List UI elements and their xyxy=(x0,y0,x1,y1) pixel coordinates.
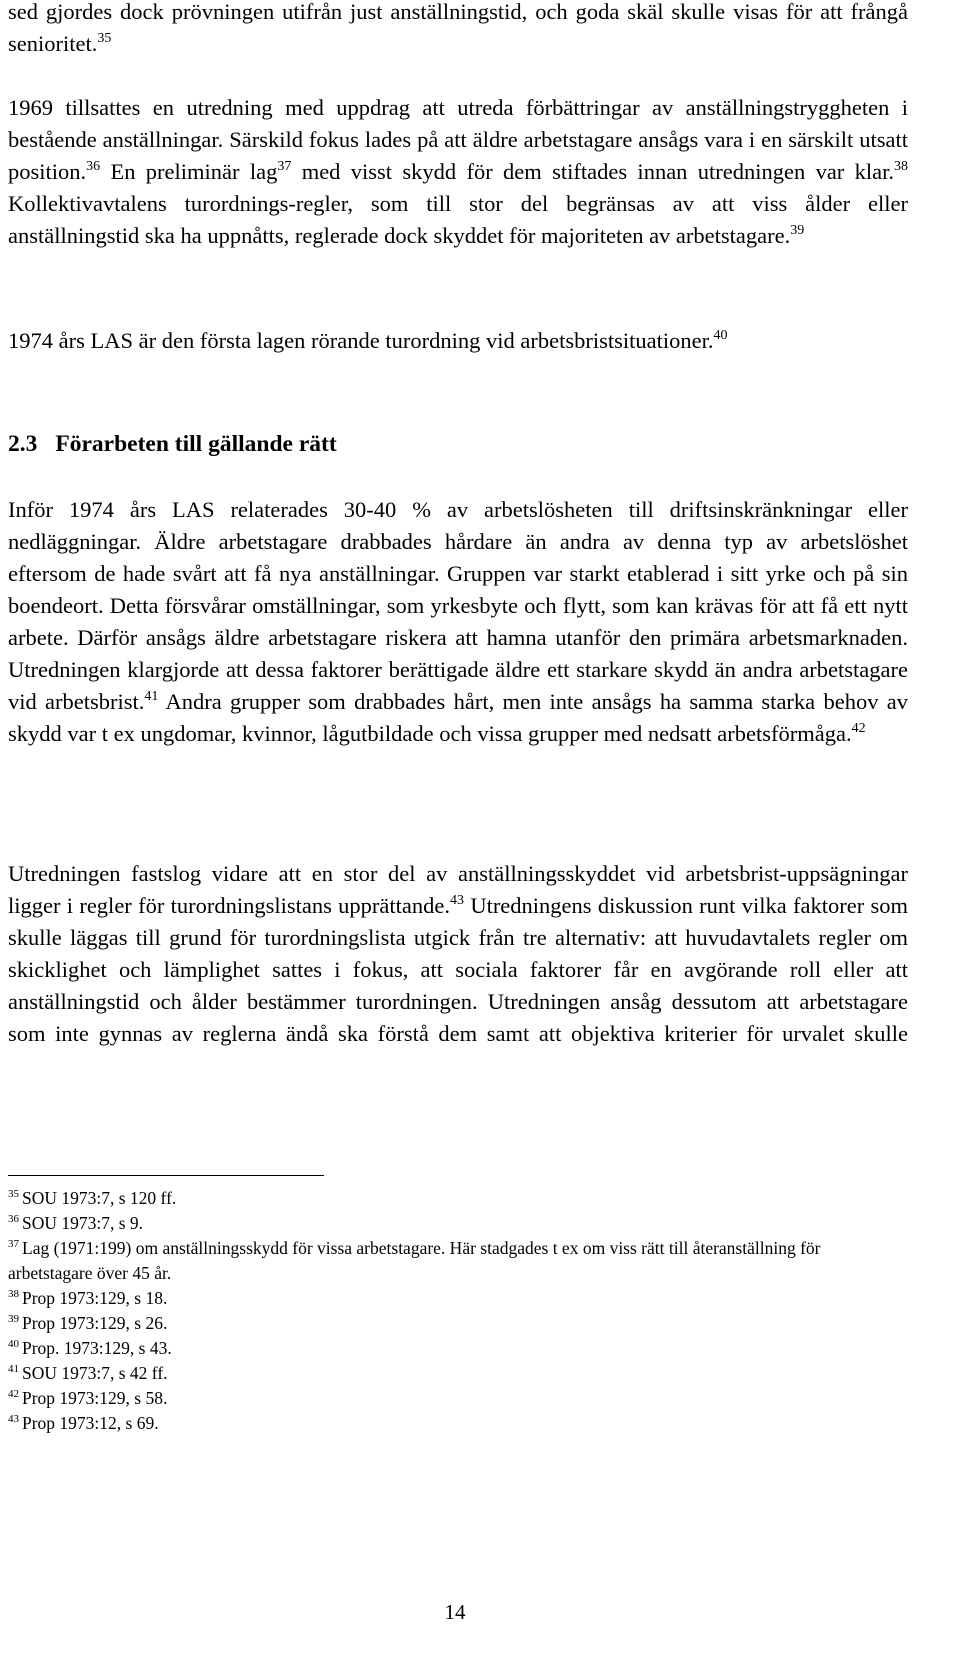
footnotes xyxy=(8,1186,908,1436)
footnote-number: 37 xyxy=(8,1238,19,1250)
paragraph-text: En preliminär lag xyxy=(100,159,278,184)
footnote-separator xyxy=(8,1175,324,1176)
paragraph-text: med visst skydd för dem stiftades innan utredningen var klar. xyxy=(291,159,894,184)
paragraph-text: Utredningen fastslog vidare att en stor del av anställningsskyddet vid arbetsbrist-uppsägningar ligger i regler för turordningslistans upprättande. xyxy=(8,861,908,918)
footnote-ref-43[interactable]: 43 xyxy=(450,893,465,908)
footnote-35 xyxy=(8,1186,908,1211)
paragraph-text: 1974 års LAS är den första lagen rörande turordning vid arbetsbristsituationer. xyxy=(8,328,714,353)
section-number: 2.3 xyxy=(8,431,38,457)
footnote-43 xyxy=(8,1411,908,1436)
footnote-number: 40 xyxy=(8,1338,19,1350)
section-heading xyxy=(8,428,337,460)
footnote-text: Prop 1973:129, s 58. xyxy=(22,1388,168,1408)
paragraph-before-las xyxy=(8,494,908,750)
footnote-ref-37[interactable]: 37 xyxy=(277,159,292,174)
footnote-text: Prop 1973:129, s 26. xyxy=(22,1313,168,1333)
footnote-ref-38[interactable]: 38 xyxy=(894,159,908,174)
footnote-ref-41[interactable]: 41 xyxy=(144,689,159,704)
paragraph-text: Utredningens diskussion runt vilka faktorer som skulle läggas till grund för turordningslista utgick från tre alternativ: att huvudavtalets regler om skicklighet och lämplighet sattes i fokus, att sociala faktorer får en avgörande roll eller att anställningstid och ålder bestämmer turordningen. Utredningen ansåg dessutom att arbetstagare som inte gynnas av reglerna ändå ska förstå dem samt att objektiva kriterier för urvalet skulle xyxy=(8,893,909,1046)
paragraph-text: 1969 tillsattes en utredning med uppdrag att utreda förbättringar av anställningstryggheten i bestående anställningar. Särskild fokus lades på att äldre arbetstagare ansågs vara i en särskilt utsatt position. xyxy=(8,95,908,184)
footnote-text: Prop. 1973:129, s 43. xyxy=(22,1338,172,1358)
footnote-text: SOU 1973:7, s 42 ff. xyxy=(22,1363,168,1383)
footnote-40 xyxy=(8,1336,908,1361)
footnote-number: 35 xyxy=(8,1188,19,1200)
footnote-text: SOU 1973:7, s 9. xyxy=(22,1213,144,1233)
paragraph-turordning xyxy=(8,858,908,1050)
footnote-text: Prop 1973:12, s 69. xyxy=(22,1413,159,1433)
section-title: Förarbeten till gällande rätt xyxy=(55,431,337,457)
footnote-number: 39 xyxy=(8,1313,19,1325)
footnote-36 xyxy=(8,1211,908,1236)
page-number: 14 xyxy=(444,1600,466,1624)
paragraph-text: Inför 1974 års LAS relaterades 30-40 % av arbetslösheten till driftsinskränkningar eller nedläggningar. Äldre arbetstagare drabbades hårdare än andra av denna typ av arbetslöshet eftersom de hade svårt att få nya anställningar. Gruppen var starkt etablerad i sitt yrke och på sin boendeort. Detta försvårar omställningar, som yrkesbyte och flytt, som kan krävas för att få ett nytt arbete. Därför ansågs äldre arbetstagare riskera att hamna utanför den primära arbetsmarknaden. Utredningen klargjorde att dessa faktorer berättigade äldre ett starkare skydd än andra arbetstagare vid arbetsbrist. xyxy=(8,497,908,714)
footnote-ref-42[interactable]: 42 xyxy=(851,721,866,736)
footnote-number: 36 xyxy=(8,1213,19,1225)
footnote-ref-40[interactable]: 40 xyxy=(713,328,728,343)
footnote-text: Lag (1971:199) om anställningsskydd för vissa arbetstagare. Här stadgades t ex om viss rätt till återanställning för arbetstagare över 45 år. xyxy=(8,1238,821,1283)
paragraph-continuation xyxy=(8,0,908,60)
paragraph-1974-las xyxy=(8,325,908,357)
footnote-39 xyxy=(8,1311,908,1336)
footnote-text: SOU 1973:7, s 120 ff. xyxy=(22,1188,177,1208)
footnote-41 xyxy=(8,1361,908,1386)
footnote-38 xyxy=(8,1286,908,1311)
footnote-ref-39[interactable]: 39 xyxy=(790,223,805,238)
paragraph-text: Andra grupper som drabbades hårt, men inte ansågs ha samma starka behov av skydd var t ex ungdomar, kvinnor, lågutbildade och vissa grupper med nedsatt arbetsförmåga. xyxy=(8,689,908,746)
footnote-number: 41 xyxy=(8,1363,19,1375)
footnote-ref-35[interactable]: 35 xyxy=(97,31,112,46)
footnote-number: 42 xyxy=(8,1388,19,1400)
footnote-number: 38 xyxy=(8,1288,19,1300)
footnote-42 xyxy=(8,1386,908,1411)
footnote-ref-36[interactable]: 36 xyxy=(86,159,101,174)
paragraph-1969-inquiry xyxy=(8,92,908,252)
footnote-37 xyxy=(8,1236,908,1286)
footnote-text: Prop 1973:129, s 18. xyxy=(22,1288,168,1308)
paragraph-text: Kollektivavtalens turordnings-regler, som till stor del begränsas av att viss ålder eller anställningstid ska ha uppnåtts, reglerade dock skyddet för majoriteten av arbetstagare. xyxy=(8,191,908,248)
paragraph-text: sed gjordes dock prövningen utifrån just anställningstid, och goda skäl skulle visas för att frångå senioritet. xyxy=(8,0,908,56)
footnote-number: 43 xyxy=(8,1413,19,1425)
